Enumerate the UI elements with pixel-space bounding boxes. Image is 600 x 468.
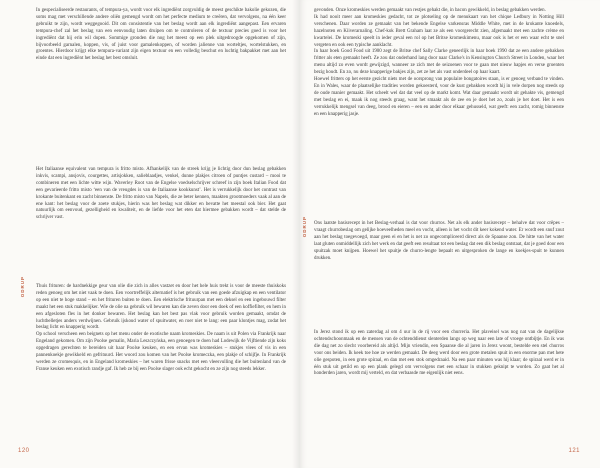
left-text-block-3 [36,284,286,374]
right-page [300,0,600,468]
right-text-block-1 [314,8,564,119]
left-paragraph-2: Het Italiaanse equivalent van tempura is fritto misto. Afhankelijk van de streek krijg je lichtig door dun beslag gebakken inkvis, scampi, ansjovis, courgettes, artisjokken, salieblaadjes, venkel, dunne plakjes citroen of puntjes custard – mooi te combineren met een lichte witte wijn. Waverley Root van de Engelse voedselschrijver schreef in zijn boek Italian Food dat een gevarieerde fritto misto ‘een van de vreugdes is van de Italiaanse kookkunst’. Het is verrukkelijk door het contrast van krokante buitenkant en zacht binnenste. De fritto misto van Napels, die ze beter kennen, maakten grootmoeders vaak al aan de ene kant: het beslag voor de zoete stukjes, hierin was het beslag wat dikker en bevatte het meestal ook bier. Het gaat natuurlijk om eenvoud, gezelligheid en kwaliteit, en de liefde voor het eten dat hiermee gebakken wordt – dat stelde de schrijver vast. [36,167,286,221]
right-text-block-2 [314,221,564,262]
left-paragraph-3: Thuis frituren: de hardnekkige geur van olie die zich in alles vastzet en door het hele huis trekt is voor de meeste thuiskoks reden genoeg om het niet vaak te doen. Een voortreffelijk alternatief is het gebruik van een goede afzuigkap en een ventilator op een niet te hoge stand – en het frituren buiten te doen. Een elektrische frituurpan met een deksel en een ingebouwd filter maakt het een stuk makkelijker. Wie de olie na gebruik wil bewaren kan die zeven door een doek of een koffiefilter, en hem in een afgesloten fles in het donker bewaren. Het beslag kan het best pas vlak voor gebruik worden gemaakt, omdat de luchtbelletjes anders verdwijnen. Gebruik ijskoud water of spuitwater, en roer niet te lang: een paar klontjes mag, zodat het beslag licht en knapperig wordt. Op school verscheen een beignets op het menu onder de exotische naam kromeskies. De naam is uit Polen via Frankrijk naar Engeland gekomen. Om zijn Poolse gemalin, Maria Leszczyńska, een genoegen te doen had Lodewijk de Vijftiende zijn koks opgedragen gerechten te bereiden uit haar Poolse keuken, en een ervan was kromeskies – stukjes vlees of vis in een pannenkoekje gewikkeld en gefrituurd. Het woord zou komen van het Poolse kromeczka, een plakje of schijfje. In Frankrijk werden ze cromesquis, en in Engeland kromeskies – het waren frisse snacks met een vleesvulling die het buitenland van de Franse keuken een exotisch randje gaf. Ik heb ze bij een Poolse slager ook echt gekocht en ze zijn nog steeds lekker. [36,284,286,372]
right-paragraph-1: gevonden. Onze kromeskies werden gemaakt van restjes gehakt die, in bacon gewikkeld, in beslag gebakken werden. Ik had nooit meer aan kromeskies gedacht, tot ze plotseling op de menukaart van het chique Ledbury in Notting Hill verschenen. Daar worden ze gemaakt van het bekende Engelse varkensras Middle White, met in de krokante knoedels, hazelnoten en Kiiverarnaling. Chef-kok Brett Graham laat ze als een voorgerecht zien, afgemaakt met een zachte crème en kwartelei. De kromeski speelt in ieder geval een rol op het Britse kromeskimenu, maar ook is het er een waar echt te snel vergeten en ook een typische aanklacht. In haar boek Good Food uit 1900 zegt de Britse chef Sally Clarke geneerlijk in haar boek 1990 dat ze een andere gebakken fritter als eten gemaakt heeft. Ze zou dat onderhand lang door naar Clarke's in Kensington Church Street in Londen, waar het menu altijd zo even wordt gewijzigd, wanneer ze zich met de seizoenen voor te gaan met nieuw hapjes en verse groenten bezig houdt. En zo, nu deze knapperige bakjes zijn, zet ze het als vast onderdeel op haar kaart. Hoewel fritters op het eerste gezicht niets met de oorsprong van populaire bongatoires staan, is er genoeg verband te vinden. En in Wales, waar de plaatselijke tradities worden gekoesterd, voor de kust gebakken wordt hij in vele dorpen nog steeds op de oude manier gemaakt. Het scheelt wel dat dat veel op de markt komt. Wat daar gemaakt wordt uit gehakte vis, gemengd met beslag en ei, maak ik nog steeds graag, want het smaakt als de zee en je doet het zo, zoals je het doet. Het is een verrukkelijk mengsel van deeg, brood en eieren – een en ander door elkaar gehusseld, wat geeft: een zacht, romig binnenste en een knapperig jasje. [314,8,564,117]
right-paragraph-3: In Jerez stond ik op een zaterdag al om 4 uur in de rij voor een churreria. Het plaveisel was nog nat van de dagelijkse ochtendschoonmaak en de mensen van de ochtenddienst slenterden langs op weg naar een late of vroege ontbijtje. En ik was die dag net zo slecht voorbereid als altijd. Mijn vriendin, een Spaanse die al jaren in Jerez woont, bestelde een stel churros voor ons beiden. Ik keek toe hoe ze werden gemaakt. De deeg werd door een grote metalen spuit in een enorme pan met hete olie gespoten, in een grote spiraal, en dan met een stok omgedraaid. Na een paar minuten was hij klaar; de spiraal werd er in één stuk uit getild en op een plank gelegd om vervolgens met een schaar in stukken geknipt te worden. Zo gaat het al honderden jaren, wordt mij verteld, en dat verbaasde me eigenlijk niet eens. [314,330,564,377]
right-paragraph-2: Ons laatste basisrecept in het Beslag-verhaal is dat voor churros. Net als elk ander basisrecept – behalve dat voor crêpes – vraagt churrobeslag om gelijke hoeveelheden meel en vocht, alleen is het vocht dit keer kokend water. Er wordt een snuf zout aan het beslag toegevoegd, maar geen ei en het is net zo ongecompliceerd direct als de Spaanse zon. De hitte van het water laat gluten onmiddellijk zich het werk en dat geeft een resultaat tot een beslag dat een dik beslag ontstaat, dat je goed door een spuitzak moet knijpen. Hoewel het spuitje de churro-lengte bepaalt en uitgesproken de lange en koekjes-spuit te kunnen drukken. [314,221,564,261]
left-paragraph-1: In gespecialiseerde restaurants, of tempura-ya, wordt voor elk ingrediënt zorgvuldig de meest geschikte bakolie gekozen, die soms mag met verschillende andere oliën gemengd wordt om het perfecte medium te creëren, dat vervolgens, na één keer gebruikt te zijn, wordt weggegooid. Dit om consistentie van het beslag wordt aan elk ingrediënt aangepast. Een ervaren tempura-chef zal het beslag van een eenvoudig laten druipen om te controleren of de textuur precies goed is voor het ingrediënt dat hij erin wil dopen. Sommige gronden die nog het meest op een plek uitgedroogde opgekomen of zijn, bijvoorbeeld garnalen, koppen, vis, of juist voor gamalenkoppen, of worden jalienne van worteltjes, wortelstukken, en groentes. Hierdoor krijgt elke tempura-variant zijn eigen textuur en een volledig beschut en luchtig bakpakket met aan het einde dat een ingrediënt het beslag het best omsluit. [36,8,286,62]
right-page-number: 121 [568,448,580,454]
right-text-block-3 [314,330,564,378]
left-text-block-1 [36,8,286,63]
right-side-tag: ODRUP [302,216,307,238]
left-text-block-2 [36,167,286,222]
left-side-tag: ODRUP [20,276,25,298]
left-page-number: 120 [18,448,30,454]
gutter-shadow [292,0,300,468]
